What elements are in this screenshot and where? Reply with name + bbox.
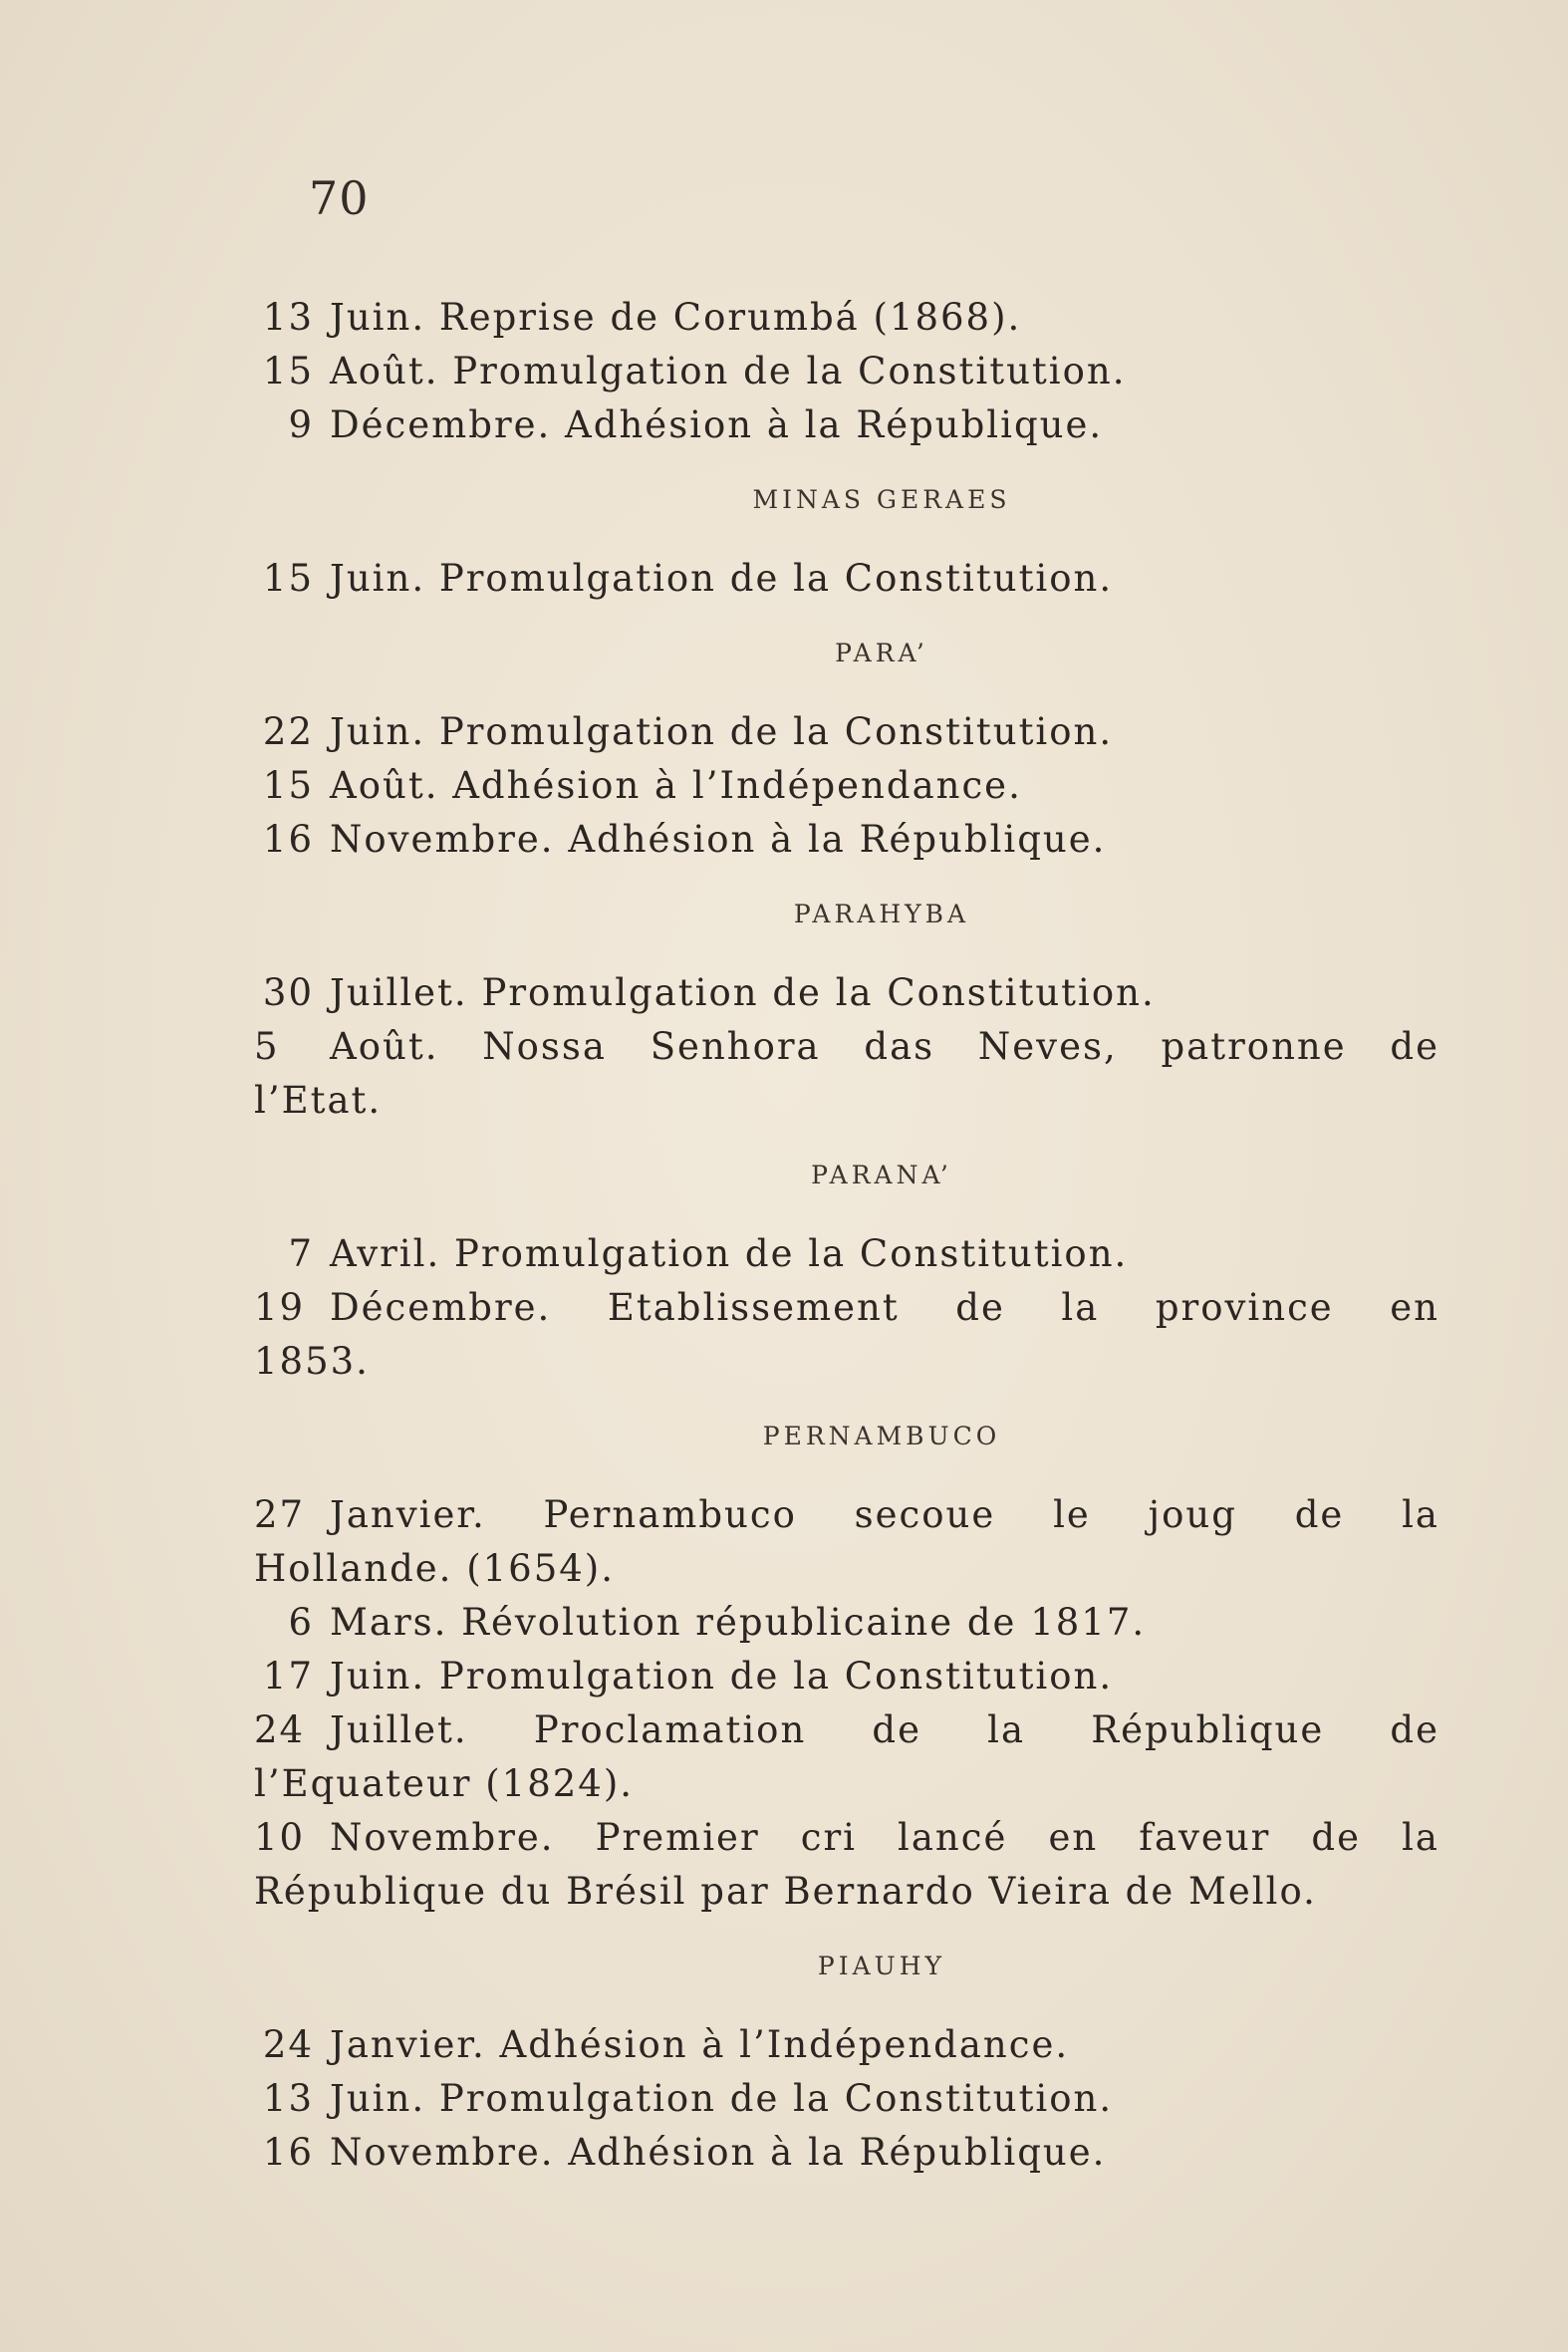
page-number: 70 (309, 171, 370, 225)
entry-text: Novembre. Adhésion à la République. (330, 818, 1107, 861)
entry-text: Mars. Révolution républicaine de 1817. (330, 1601, 1147, 1644)
entry-continuation: l’Etat. (254, 1079, 383, 1122)
entry-text: Décembre. Adhésion à la République. (330, 403, 1104, 446)
list-item (254, 813, 1439, 867)
list-item (254, 2072, 1439, 2126)
entry-day: 5 (254, 1025, 280, 1068)
entry-text: Avril. Promulgation de la Constitution. (330, 1232, 1129, 1275)
entry-text: Août. Adhésion à l’Indépendance. (330, 764, 1022, 807)
list-item (254, 1650, 1439, 1703)
entry-day: 15 (262, 557, 314, 600)
text-block (254, 291, 1439, 2180)
list-item (254, 552, 1439, 606)
section-title-parahyba: PARAHYBA (793, 900, 970, 928)
entry-day: 13 (262, 296, 314, 339)
entry-day: 15 (262, 350, 314, 392)
entry-text: Août. Nossa Senhora das Neves, patronne de (330, 1025, 1439, 1068)
entry-day: 16 (262, 818, 314, 861)
entry-day: 7 (288, 1232, 314, 1275)
entry-continuation: République du Brésil par Bernardo Vieira de Mello. (254, 1870, 1317, 1913)
entry-day: 9 (288, 403, 314, 446)
entry-day: 15 (262, 764, 314, 807)
list-item (254, 1020, 1439, 1074)
entry-text: Janvier. Adhésion à l’Indépendance. (330, 2023, 1070, 2066)
entry-day: 13 (262, 2077, 314, 2120)
entry-continuation: Hollande. (1654). (254, 1547, 615, 1590)
entry-day: 30 (262, 971, 314, 1014)
section-title-minas-geraes: MINAS GERAES (752, 485, 1011, 514)
entry-day: 22 (262, 710, 314, 753)
entry-text: Juin. Promulgation de la Constitution. (330, 1655, 1114, 1698)
entry-day: 10 (254, 1816, 306, 1859)
entry-text: Juin. Reprise de Corumbá (1868). (330, 296, 1022, 339)
list-item (254, 2018, 1439, 2072)
entry-day: 19 (254, 1286, 306, 1329)
section-title-pernambuco: PERNAMBUCO (762, 1422, 1001, 1450)
entry-continuation: 1853. (254, 1340, 370, 1383)
list-item (254, 1811, 1439, 1865)
list-item (254, 1596, 1439, 1650)
list-item (254, 1227, 1439, 1281)
list-item (254, 398, 1439, 452)
list-item (254, 759, 1439, 813)
list-item (254, 966, 1439, 1020)
list-item (254, 1703, 1439, 1757)
entry-text: Janvier. Pernambuco secoue le joug de la (330, 1493, 1439, 1536)
list-item (254, 1488, 1439, 1542)
entry-day: 6 (288, 1601, 314, 1644)
entry-text: Juillet. Promulgation de la Constitution. (330, 971, 1156, 1014)
entry-day: 16 (262, 2131, 314, 2174)
entry-text: Juin. Promulgation de la Constitution. (330, 2077, 1114, 2120)
list-item (254, 345, 1439, 398)
entry-text: Juin. Promulgation de la Constitution. (330, 557, 1114, 600)
entry-continuation: l’Equateur (1824). (254, 1762, 635, 1805)
entry-text: Juillet. Proclamation de la République de (330, 1708, 1439, 1751)
entry-day: 27 (254, 1493, 306, 1536)
entry-text: Novembre. Premier cri lancé en faveur de la (330, 1816, 1439, 1859)
entry-text: Juin. Promulgation de la Constitution. (330, 710, 1114, 753)
entry-text: Août. Promulgation de la Constitution. (330, 350, 1127, 392)
section-title-piauhy: PIAUHY (817, 1952, 946, 1980)
entry-text: Décembre. Etablissement de la province en (330, 1286, 1439, 1329)
section-title-para: PARA’ (835, 639, 928, 667)
section-title-parana: PARANA’ (811, 1161, 952, 1189)
list-item (254, 1281, 1439, 1335)
list-item (254, 705, 1439, 759)
entry-day: 24 (262, 2023, 314, 2066)
entry-day: 17 (262, 1655, 314, 1698)
entry-text: Novembre. Adhésion à la République. (330, 2131, 1107, 2174)
entry-day: 24 (254, 1708, 306, 1751)
list-item (254, 291, 1439, 345)
list-item (254, 2126, 1439, 2180)
